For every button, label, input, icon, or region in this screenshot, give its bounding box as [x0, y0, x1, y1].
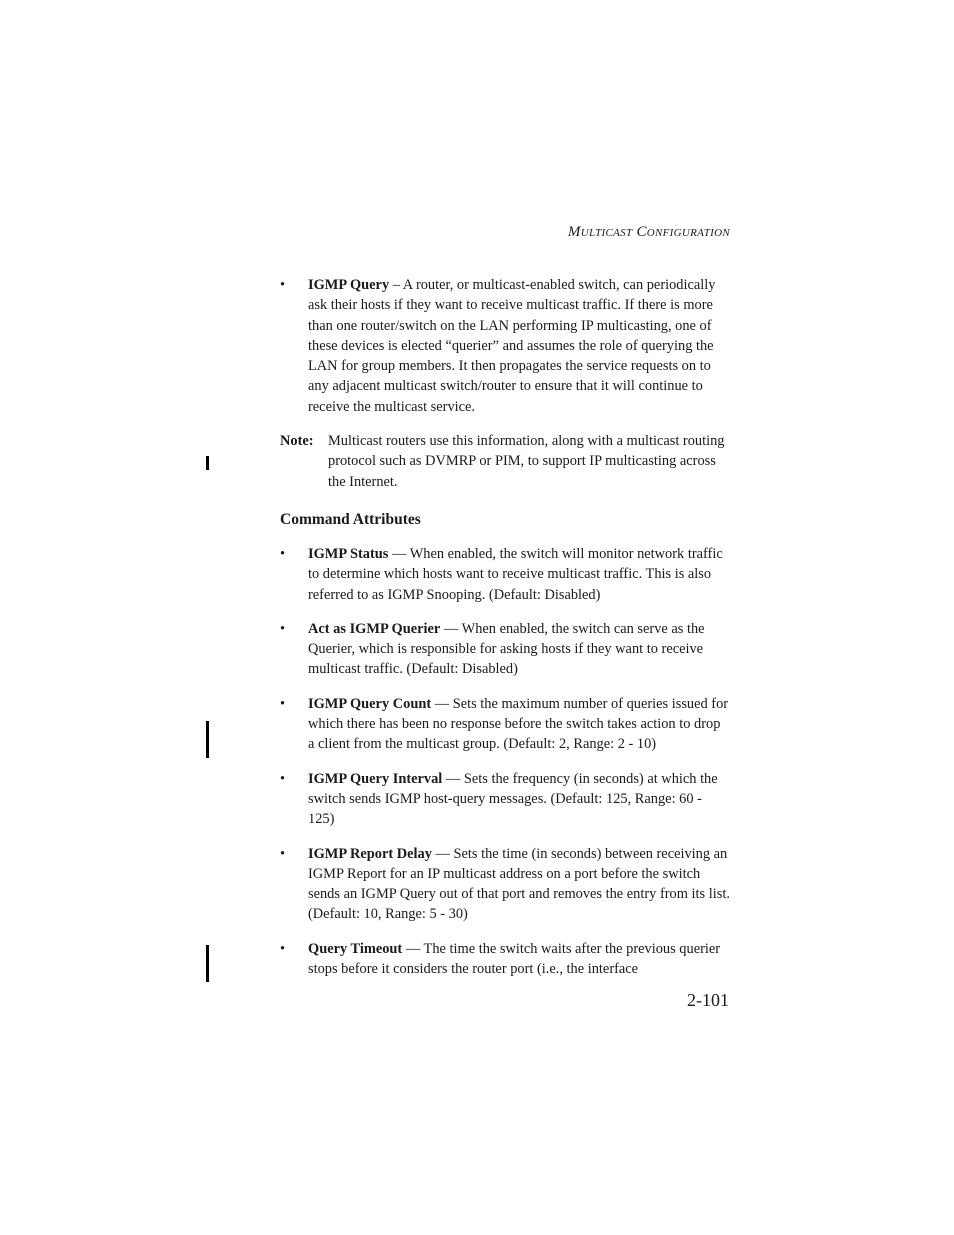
bullet-term: Act as IGMP Querier: [308, 620, 441, 637]
bullet-separator: —: [431, 695, 453, 712]
bullet-term: IGMP Query Count: [308, 695, 432, 712]
bullet-query-timeout: [280, 939, 730, 980]
bullet-text: When enabled, the switch will monitor network traffic to determine which hosts want to receive multicast traffic. This is also referred to as IGMP Snooping. (Default: Disabled): [308, 545, 723, 603]
bullet-term: IGMP Query: [308, 277, 390, 293]
bullet-igmp-query-interval: [280, 769, 730, 830]
bullet-separator: —: [440, 620, 462, 637]
bullet-separator: —: [431, 845, 454, 862]
bullet-marker: •: [280, 277, 286, 293]
running-header: Multicast Configuration: [567, 224, 730, 240]
bullet-text: A router, or multicast-enabled switch, can periodically ask their hosts if they want to receive multicast traffic. If there is more than one router/switch on the LAN performing IP multicasting, one of these devices is elected “querier” and assumes the role of querying the LAN for group members. It then propagates the service requests on to any adjacent multicast switch/router to ensure that it will continue to receive the multicast service.: [308, 277, 716, 415]
bullet-marker: •: [280, 940, 286, 957]
note-block: [280, 431, 730, 492]
page-content: [280, 275, 730, 993]
bullet-marker: •: [280, 695, 286, 712]
section-heading: Command Attributes: [280, 510, 421, 528]
bullet-igmp-status: [280, 544, 730, 605]
bullet-term: IGMP Report Delay: [308, 845, 432, 862]
bullet-igmp-report-delay: [280, 844, 730, 925]
bullet-marker: •: [280, 770, 286, 787]
bullet-term: IGMP Status: [308, 545, 389, 562]
bullet-act-as-igmp-querier: [280, 619, 730, 680]
bullet-text: Sets the time (in seconds) between receiving an IGMP Report for an IP multicast address on a port before the switch sends an IGMP Query out of that port and removes the entry from its list. (Default: 10, Range: 5 - 30): [308, 845, 730, 923]
bullet-text: Sets the maximum number of queries issued for which there has been no response before the switch takes action to drop a client from the multicast group. (Default: 2, Range: 2 - 10): [308, 695, 729, 753]
page-number: 2-101: [687, 990, 729, 1010]
change-bar-query-count: [206, 721, 209, 758]
bullet-separator: —: [402, 940, 424, 957]
bullet-igmp-query-count: [280, 694, 730, 755]
bullet-text: The time the switch waits after the previous querier stops before it considers the router port (i.e., the interface: [308, 940, 721, 978]
bullet-separator: –: [389, 277, 403, 293]
bullet-term: Query Timeout: [308, 940, 403, 957]
bullet-separator: —: [442, 770, 464, 787]
bullet-separator: —: [388, 545, 410, 562]
change-bar-query-timeout: [206, 945, 209, 982]
bullet-marker: •: [280, 545, 286, 562]
bullet-marker: •: [280, 845, 286, 862]
bullet-text: Sets the frequency (in seconds) at which the switch sends IGMP host-query messages. (Default: 125, Range: 60 - 125): [308, 770, 718, 828]
note-label: Note:: [280, 433, 314, 450]
note-text: Multicast routers use this information, along with a multicast routing protocol such as DVMRP or PIM, to support IP multicasting across the Internet.: [328, 433, 725, 490]
bullet-text: When enabled, the switch can serve as the Querier, which is responsible for asking hosts if they want to receive multicast traffic. (Default: Disabled): [308, 620, 705, 678]
bullet-igmp-query: [280, 275, 730, 417]
change-bar-note: [206, 456, 209, 470]
bullet-term: IGMP Query Interval: [308, 770, 443, 787]
bullet-marker: •: [280, 620, 286, 637]
